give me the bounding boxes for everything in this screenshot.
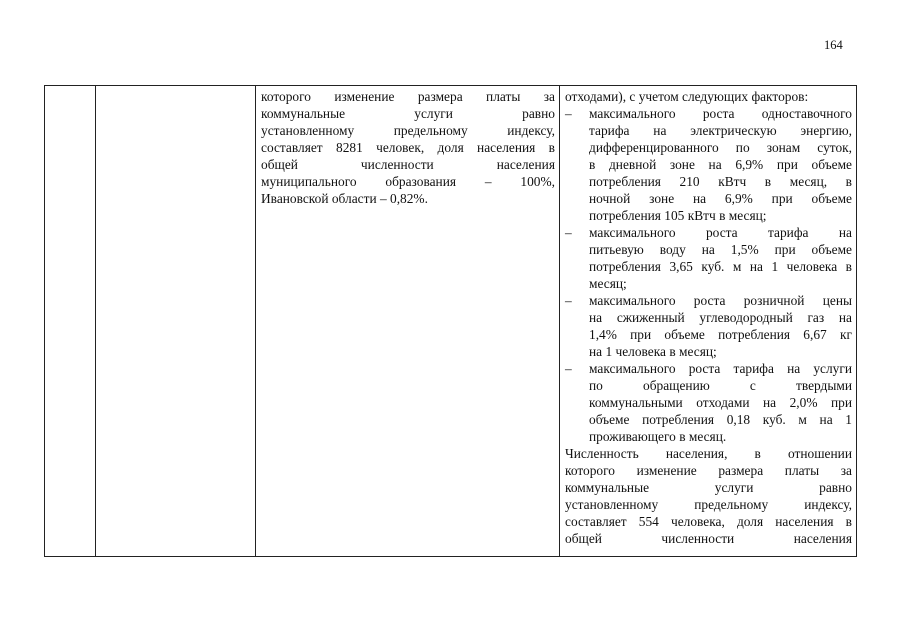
text-line: потребления 105 кВтч в месяц; xyxy=(589,208,767,223)
text-line: на 1 человека в месяц; xyxy=(589,344,717,359)
text-line: составляет 554 человека, доля населения в xyxy=(565,514,852,529)
text-line: в дневной зоне на 6,9% при объеме xyxy=(589,157,852,172)
list-item-electricity xyxy=(565,105,852,224)
text-line: которого изменение размера платы за xyxy=(565,463,852,478)
text-line: Ивановской области – 0,82%. xyxy=(261,191,428,206)
population-paragraph xyxy=(256,86,559,556)
text-line: ночной зоне на 6,9% при объеме xyxy=(589,191,852,206)
list-dash: – xyxy=(565,225,572,240)
list-item-gas xyxy=(565,292,852,360)
page-number: 164 xyxy=(824,38,843,52)
list-dash: – xyxy=(565,361,572,376)
text-line: установленному предельному индексу, xyxy=(565,497,852,512)
text-line: коммунальные услуги равно xyxy=(261,106,555,121)
list-item-waste xyxy=(565,360,852,445)
text-line: максимального роста тарифа на услуги xyxy=(589,361,852,376)
text-line: максимального роста розничной цены xyxy=(589,293,852,308)
text-line: на сжиженный углеводородный газ на xyxy=(589,310,852,325)
factors-intro: отходами), с учетом следующих факторов: xyxy=(565,89,809,104)
text-line: дифференцированного по зонам суток, xyxy=(589,140,852,155)
table-cell-factors-text xyxy=(560,86,857,557)
factors-paragraph xyxy=(560,86,856,556)
text-line: по обращению с твердыми xyxy=(589,378,852,393)
text-line: потребления 210 кВтч в месяц, в xyxy=(589,174,852,189)
table-cell-empty xyxy=(96,86,256,557)
text-line: питьевую воду на 1,5% при объеме xyxy=(589,242,852,257)
list-dash: – xyxy=(565,106,572,121)
table-cell-population-text xyxy=(256,86,560,557)
text-line: потребления 3,65 куб. м на 1 человека в xyxy=(589,259,852,274)
text-line: общей численности населения xyxy=(261,157,555,172)
text-line: максимального роста тарифа на xyxy=(589,225,852,240)
text-line: максимального роста одноставочного xyxy=(589,106,852,121)
text-line: установленному предельному индексу, xyxy=(261,123,555,138)
text-line: 1,4% при объеме потребления 6,67 кг xyxy=(589,327,852,342)
list-dash: – xyxy=(565,293,572,308)
table-cell-number xyxy=(45,86,96,557)
text-line: месяц; xyxy=(589,276,627,291)
text-line: составляет 8281 человек, доля населения в xyxy=(261,140,555,155)
text-line: объеме потребления 0,18 куб. м на 1 xyxy=(589,412,852,427)
population-outro xyxy=(565,445,852,547)
list-item-water xyxy=(565,224,852,292)
text-line: коммунальными отходами на 2,0% при xyxy=(589,395,852,410)
text-line: коммунальные услуги равно xyxy=(565,480,852,495)
text-line: муниципального образования – 100%, xyxy=(261,174,555,189)
text-line: тарифа на электрическую энергию, xyxy=(589,123,852,138)
text-line: общей численности населения xyxy=(565,531,852,546)
table-row xyxy=(45,86,857,557)
text-line: Численность населения, в отношении xyxy=(565,446,852,461)
text-line: которого изменение размера платы за xyxy=(261,89,555,104)
text-line: проживающего в месяц. xyxy=(589,429,727,444)
document-table xyxy=(44,85,857,557)
